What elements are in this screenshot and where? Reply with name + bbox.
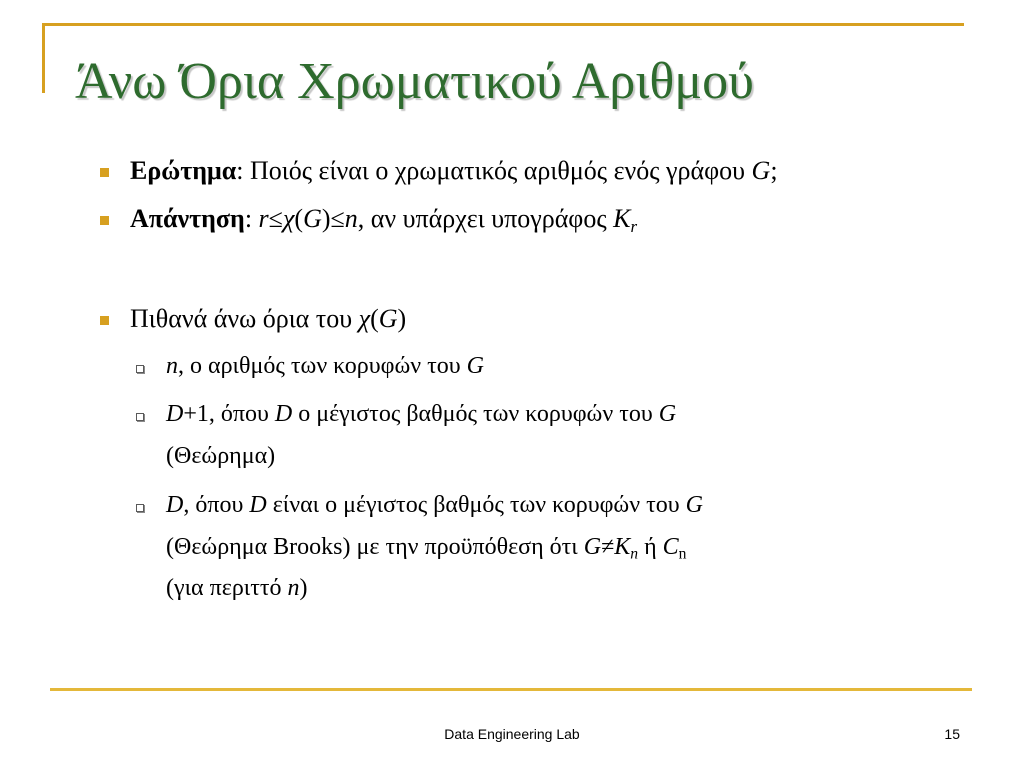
text-run: ) xyxy=(299,575,308,601)
sub-bullet-d-brooks-continued xyxy=(166,532,686,562)
bullet-square-icon xyxy=(100,216,109,225)
text-run: , ο αριθμός των κορυφών του xyxy=(178,353,467,379)
bullet-answer xyxy=(130,203,637,235)
text-run: (Θεώρημα Brooks) με την προϋπόθεση ότι xyxy=(166,534,584,560)
slide-title: Άνω Όρια Χρωματικού Αριθμού xyxy=(75,53,754,110)
text-run: G xyxy=(378,304,398,333)
text-run: είναι ο μέγιστος βαθμός των κορυφών του xyxy=(266,492,686,518)
text-run: n xyxy=(630,545,639,563)
text-run: ( xyxy=(370,304,379,333)
bullet-possible-bounds xyxy=(130,303,406,335)
text-run: r xyxy=(630,217,638,237)
text-run: K xyxy=(613,204,631,233)
text-run: Πιθανά άνω όρια του xyxy=(130,304,359,333)
text-run: D xyxy=(166,401,184,427)
text-run: n xyxy=(166,353,178,379)
bullet-square-icon xyxy=(100,316,109,325)
page-number: 15 xyxy=(944,726,960,742)
bullet-square-icon xyxy=(100,168,109,177)
footer-label: Data Engineering Lab xyxy=(444,726,580,742)
sub-bullet-hollow-square-icon xyxy=(136,504,144,512)
text-run: n xyxy=(287,575,300,601)
text-run: C xyxy=(662,534,679,560)
text-run: K xyxy=(614,534,631,560)
text-run: Απάντηση xyxy=(130,204,245,233)
text-run: , όπου xyxy=(183,492,250,518)
text-run: χ xyxy=(358,304,371,333)
text-run: D xyxy=(274,401,293,427)
text-run: n xyxy=(344,204,358,233)
sub-bullet-d-brooks-condition xyxy=(166,573,308,603)
text-run: G xyxy=(751,156,771,185)
text-run: : xyxy=(244,204,259,233)
text-run: D xyxy=(166,492,184,518)
sub-bullet-hollow-square-icon xyxy=(136,365,144,373)
sub-bullet-d-brooks xyxy=(166,490,703,520)
top-frame-rule xyxy=(42,23,964,26)
text-run: ; xyxy=(770,156,778,185)
text-run: (για περιττό xyxy=(166,575,288,601)
text-run: Ερώτημα xyxy=(130,156,237,185)
bullet-question xyxy=(130,155,778,187)
text-run: n xyxy=(678,545,687,563)
text-run: ≤ xyxy=(268,204,283,233)
sub-bullet-d-plus-1-continued xyxy=(166,441,275,471)
text-run: G xyxy=(303,204,322,233)
text-run: ( xyxy=(294,204,304,233)
text-run: )≤ xyxy=(321,204,345,233)
text-run: (Θεώρημα) xyxy=(166,443,276,469)
sub-bullet-n xyxy=(166,351,484,381)
left-frame-rule xyxy=(42,23,45,93)
text-run: , αν υπάρχει υπογράφος xyxy=(357,204,614,233)
text-run: G xyxy=(685,492,703,518)
text-run: G xyxy=(466,353,484,379)
sub-bullet-hollow-square-icon xyxy=(136,413,144,421)
text-run: G xyxy=(658,401,677,427)
sub-bullet-d-plus-1 xyxy=(166,399,676,429)
text-run: χ xyxy=(282,204,295,233)
text-run: ≠ xyxy=(601,534,615,560)
text-run: ή xyxy=(638,534,663,560)
text-run: ) xyxy=(397,304,407,333)
text-run: G xyxy=(583,534,602,560)
text-run: r xyxy=(258,204,269,233)
text-run: : Ποιός είναι ο χρωματικός αριθμός ενός γράφου xyxy=(236,156,752,185)
text-run: +1, όπου xyxy=(183,401,275,427)
text-run: D xyxy=(249,492,267,518)
footer-rule xyxy=(50,688,972,691)
text-run: ο μέγιστος βαθμός των κορυφών του xyxy=(292,401,659,427)
